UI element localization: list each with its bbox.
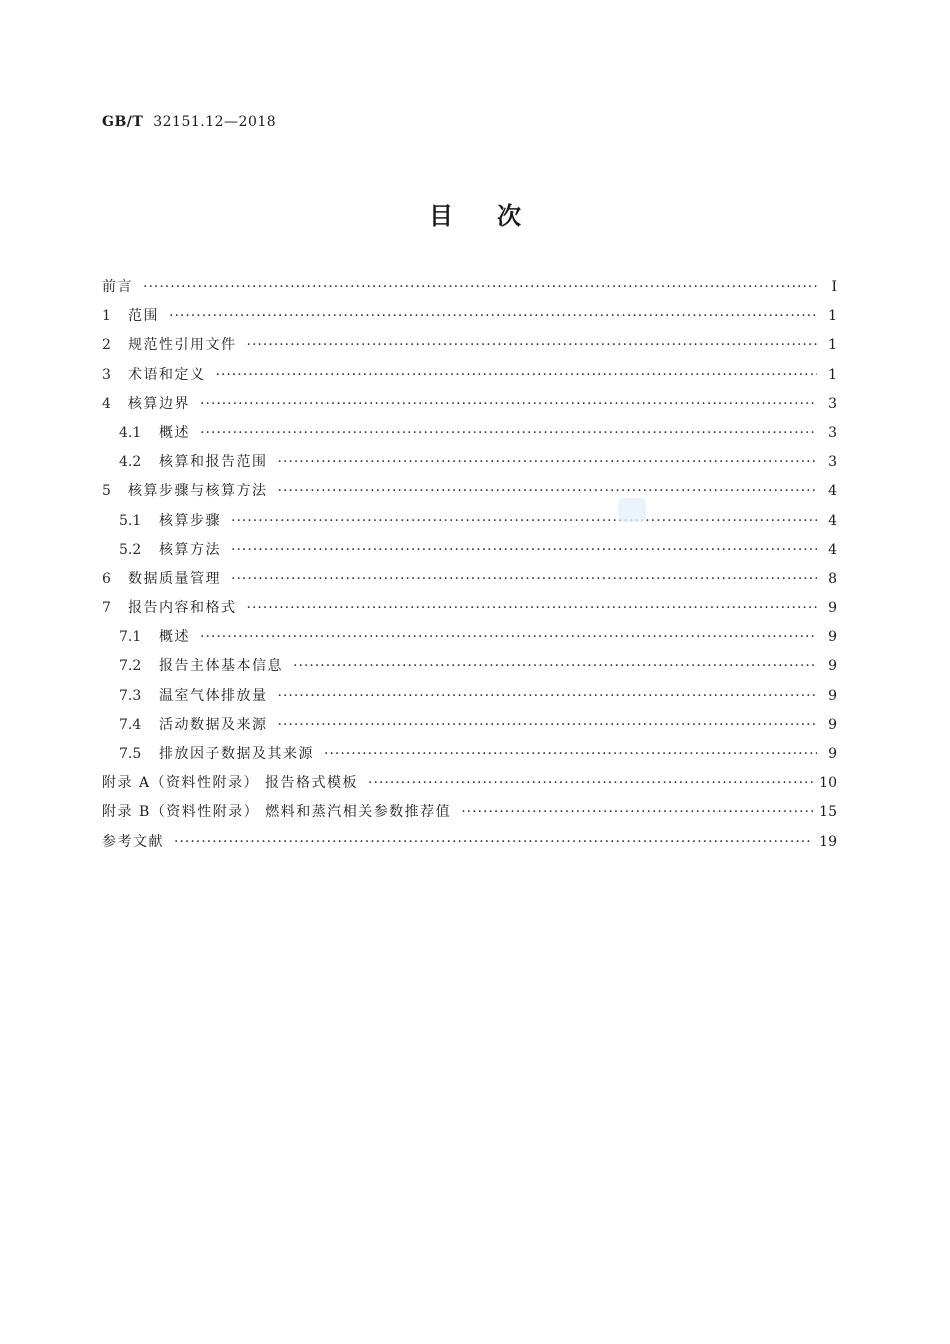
toc-entry-label: 核算方法 (159, 541, 221, 558)
toc-leader-dots (200, 390, 817, 419)
toc-entry-number: 7.3 (119, 687, 142, 704)
toc-entry-label: 报告内容和格式 (128, 600, 237, 617)
toc-entry-page: 9 (828, 746, 837, 762)
toc-leader-dots (324, 740, 817, 769)
standard-code (102, 114, 276, 130)
toc-entry[interactable] (102, 769, 837, 798)
toc-leader-dots (200, 623, 817, 652)
toc-entry-number: 5.1 (119, 512, 142, 529)
toc-entry-number: 7 (102, 600, 111, 617)
toc-entry[interactable] (102, 536, 837, 565)
toc-entry-number: 7.1 (119, 629, 142, 646)
toc-entry-label: 报告主体基本信息 (159, 658, 283, 675)
toc-entry[interactable] (102, 390, 837, 419)
toc-leader-dots (143, 273, 817, 302)
toc-leader-dots (247, 331, 818, 360)
toc-entry-label: 术语和定义 (128, 366, 206, 383)
toc-entry-label: 参考文献 (102, 833, 164, 850)
toc-entry[interactable] (102, 652, 837, 681)
toc-leader-dots (231, 536, 817, 565)
toc-entry-page: 3 (828, 454, 837, 471)
toc-entry[interactable] (102, 302, 837, 331)
toc-entry-number: 4 (102, 395, 111, 412)
toc-entry[interactable] (102, 798, 837, 827)
toc-entry-number: 4.2 (119, 454, 142, 471)
toc-entry-number: 7.4 (119, 716, 142, 733)
toc-entry-label: 核算边界 (128, 395, 190, 412)
toc-leader-dots (169, 302, 817, 331)
toc-entry[interactable] (102, 828, 837, 857)
toc-entry-label: 排放因子数据及其来源 (159, 746, 314, 762)
toc-entry[interactable] (102, 507, 837, 536)
toc-entry[interactable] (102, 331, 837, 360)
toc-entry-page: 9 (828, 658, 837, 675)
toc-leader-dots (461, 798, 813, 827)
toc-leader-dots (278, 711, 818, 740)
toc-entry-number: 2 (102, 337, 111, 354)
toc-leader-dots (231, 507, 817, 536)
toc-title: 目次 (429, 201, 565, 230)
toc-entry-label: 前言 (102, 279, 133, 295)
toc-entry-label: 概述 (159, 629, 190, 646)
toc-leader-dots (278, 477, 818, 506)
toc-entry-label: 核算步骤与核算方法 (128, 483, 268, 500)
toc-entry-number: 4.1 (119, 424, 142, 441)
toc-entry-label: 规范性引用文件 (128, 337, 237, 354)
toc-entry-page: Ⅰ (831, 279, 837, 295)
toc-leader-dots (278, 448, 818, 477)
toc-entry-label: 附录 B（资料性附录） 燃料和蒸汽相关参数推荐值 (102, 804, 452, 821)
toc-entry-label: 范围 (128, 308, 159, 325)
toc-entry-page: 19 (819, 833, 837, 850)
toc-entry-page: 1 (828, 308, 837, 325)
toc-entry-label: 活动数据及来源 (159, 716, 268, 733)
toc-entry-page: 8 (828, 570, 837, 587)
toc-entry-page: 9 (828, 716, 837, 733)
toc-entry-page: 9 (828, 600, 837, 617)
toc-entry-page: 9 (828, 687, 837, 704)
toc-leader-dots (200, 419, 817, 448)
toc-entry-page: 9 (828, 629, 837, 646)
toc-entry[interactable] (102, 565, 837, 594)
standard-number: 32151.12—2018 (153, 114, 277, 130)
toc-entry-number: 5.2 (119, 541, 142, 558)
toc-entry[interactable] (102, 419, 837, 448)
toc-entry-page: 10 (819, 775, 837, 792)
toc-entry-number: 6 (102, 570, 111, 587)
toc-entry-label: 核算和报告范围 (159, 454, 268, 471)
watermark-logo (618, 498, 646, 522)
toc-entry-number: 3 (102, 366, 111, 383)
toc-leader-dots (368, 769, 813, 798)
toc-entry[interactable] (102, 740, 837, 769)
toc-entry-number: 1 (102, 308, 111, 325)
toc-leader-dots (174, 828, 813, 857)
standard-prefix: GB/T (102, 114, 144, 130)
toc-entry-number: 5 (102, 483, 111, 500)
toc-entry-page: 1 (828, 337, 837, 354)
table-of-contents (102, 273, 837, 857)
toc-entry-label: 附录 A（资料性附录） 报告格式模板 (102, 775, 359, 792)
toc-entry-page: 4 (828, 541, 837, 558)
toc-entry-number: 7.5 (119, 746, 142, 762)
toc-entry[interactable] (102, 361, 837, 390)
toc-entry-label: 数据质量管理 (128, 570, 221, 587)
toc-leader-dots (231, 565, 817, 594)
toc-entry[interactable] (102, 711, 837, 740)
toc-entry[interactable] (102, 477, 837, 506)
toc-entry-page: 1 (828, 366, 837, 383)
toc-entry[interactable] (102, 273, 837, 302)
toc-entry-page: 4 (828, 512, 837, 529)
toc-entry-page: 4 (828, 483, 837, 500)
toc-entry-label: 概述 (159, 424, 190, 441)
toc-entry[interactable] (102, 623, 837, 652)
toc-entry-label: 温室气体排放量 (159, 687, 268, 704)
toc-entry-page: 15 (819, 804, 837, 821)
toc-entry-page: 3 (828, 424, 837, 441)
toc-entry[interactable] (102, 682, 837, 711)
toc-entry[interactable] (102, 594, 837, 623)
toc-leader-dots (216, 361, 818, 390)
toc-entry-number: 7.2 (119, 658, 142, 675)
toc-leader-dots (278, 682, 818, 711)
toc-leader-dots (247, 594, 818, 623)
toc-entry-label: 核算步骤 (159, 512, 221, 529)
toc-entry-page: 3 (828, 395, 837, 412)
toc-leader-dots (293, 652, 817, 681)
toc-entry[interactable] (102, 448, 837, 477)
